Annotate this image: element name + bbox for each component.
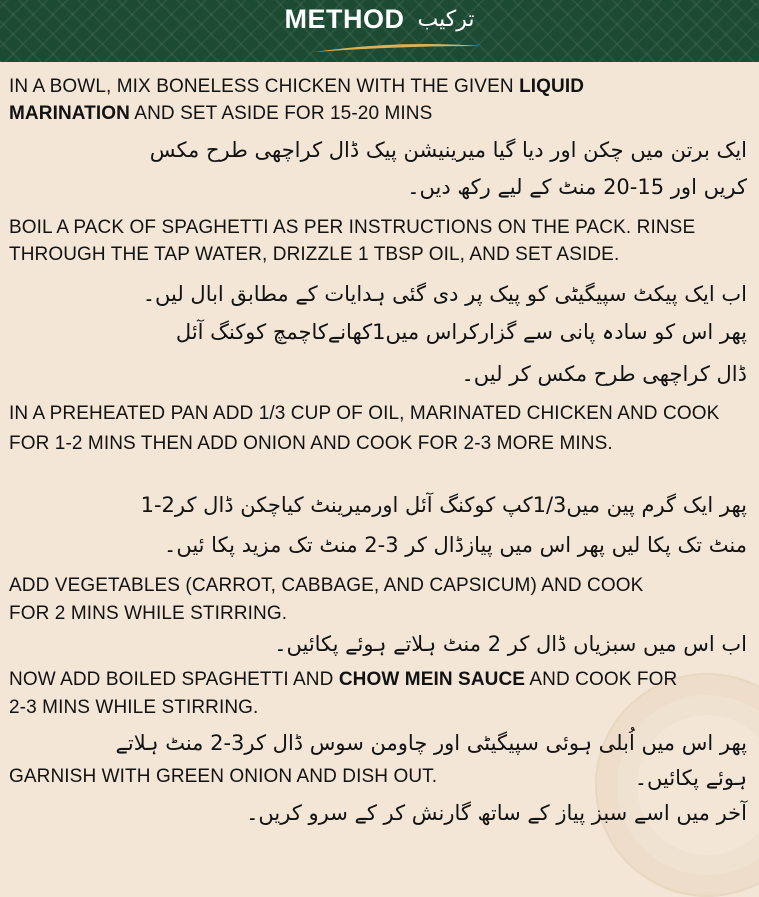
step1-english-line-2: MARINATION AND SET ASIDE FOR 15-20 MINS [9, 103, 433, 124]
step2-urdu-line-1: اب ایک پیکٹ سپیگیٹی کو پیک پر دی گئی ہدایات کے مطابق ابال لیں۔ [142, 282, 747, 306]
header-banner [0, 0, 759, 62]
step4-english-line-2: FOR 2 MINS WHILE STIRRING. [9, 603, 288, 624]
step5-urdu-line-2: ہوئے پکائیں۔ [634, 766, 747, 790]
step3-english-line-1: IN A PREHEATED PAN ADD 1/3 CUP OF OIL, MARINATED CHICKEN AND COOK [9, 403, 720, 424]
step5-english-line-1: NOW ADD BOILED SPAGHETTI AND CHOW MEIN SAUCE AND COOK FOR [9, 669, 678, 690]
step5-urdu-line-1: پھر اس میں اُبلی ہوئی سپیگیٹی اور چاومن سوس ڈال کر3-2 منٹ ہلاتے [115, 731, 747, 755]
step6-urdu-line-1: آخر میں اسے سبز پیاز کے ساتھ گارنش کر کے سرو کریں۔ [246, 801, 747, 825]
step5-english-line-2: 2-3 MINS WHILE STIRRING. [9, 697, 259, 718]
step3-urdu-line-2: منٹ تک پکا لیں پھر اس میں پیازڈال کر 3-2 منٹ تک مزید پکا ئیں۔ [164, 533, 747, 557]
step2-english-line-2: THROUGH THE TAP WATER, DRIZZLE 1 TBSP OIL, AND SET ASIDE. [9, 244, 620, 265]
step2-urdu-line-2: پھر اس کو سادہ پانی سے گزارکراس میں1کھانےکاچمچ کوکنگ آئل [175, 320, 747, 344]
step3-english-line-2: FOR 1-2 MINS THEN ADD ONION AND COOK FOR 2-3 MORE MINS. [9, 433, 613, 454]
page-title [0, 4, 759, 35]
title-english: METHOD [284, 4, 405, 34]
gold-swoosh-icon [312, 42, 482, 54]
step6-english-line-1: GARNISH WITH GREEN ONION AND DISH OUT. [9, 766, 438, 787]
step4-english-line-1: ADD VEGETABLES (CARROT, CABBAGE, AND CAPSICUM) AND COOK [9, 575, 644, 596]
title-urdu: ترکیب [417, 7, 475, 32]
step4-urdu-line-1: اب اس میں سبزیاں ڈال کر 2 منٹ ہلاتے ہوئے پکائیں۔ [274, 632, 747, 656]
step3-urdu-line-1: پھر ایک گرم پین میں1/3کپ کوکنگ آئل اورمیرینٹ کیاچکن ڈال کر2-1 [140, 493, 747, 517]
step2-english-line-1: BOIL A PACK OF SPAGHETTI AS PER INSTRUCTIONS ON THE PACK. RINSE [9, 217, 696, 238]
step1-urdu-line-1: ایک برتن میں چکن اور دیا گیا میرینیشن پیک ڈال کراچھی طرح مکس [149, 138, 747, 162]
step1-urdu-line-2: کریں اور 15-20 منٹ کے لیے رکھ دیں۔ [407, 175, 747, 199]
step2-urdu-line-3: ڈال کراچھی طرح مکس کر لیں۔ [461, 362, 747, 386]
step1-english-line-1: IN A BOWL, MIX BONELESS CHICKEN WITH THE GIVEN LIQUID [9, 76, 585, 97]
